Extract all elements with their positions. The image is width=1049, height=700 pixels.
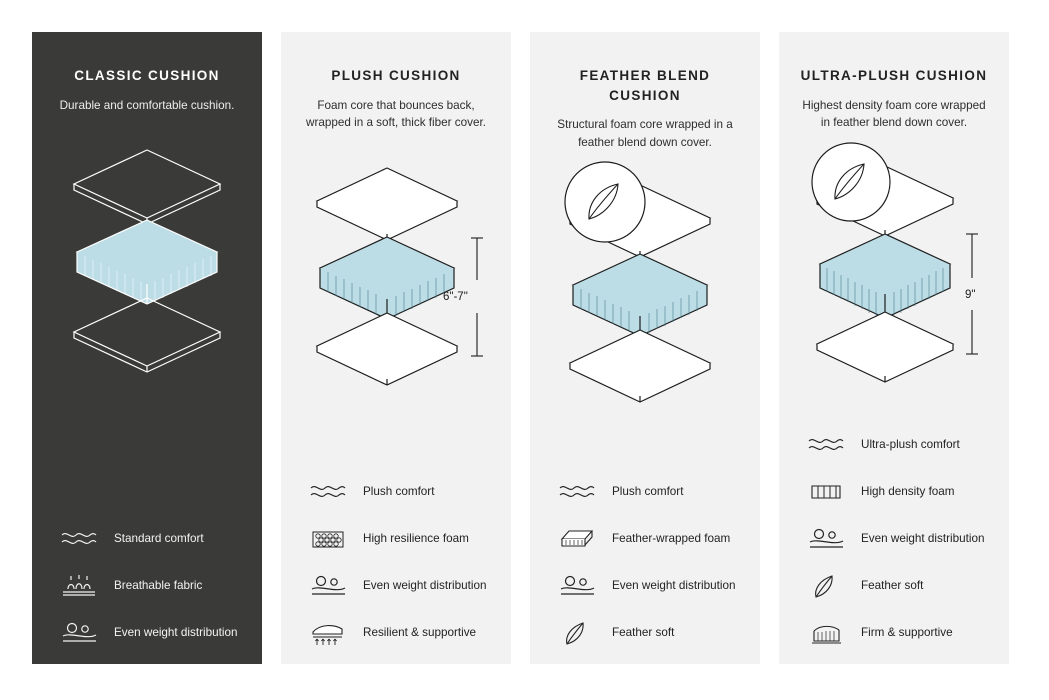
wave-comfort-icon [307, 477, 349, 507]
even-weight-distribution-icon [58, 618, 100, 648]
feature-item [307, 618, 489, 648]
height-label: 6"-7" [443, 290, 468, 303]
feature-item [805, 430, 987, 460]
card-description: Structural foam core wrapped in a feather blend down cover. [557, 118, 733, 149]
leaf-icon [556, 618, 598, 648]
high-density-foam-icon [805, 477, 847, 507]
foam-core-layer [820, 234, 950, 318]
feature-label: Ultra-plush comfort [861, 437, 960, 451]
feature-label: High resilience foam [363, 531, 469, 545]
feature-label: Resilient & supportive [363, 625, 477, 639]
even-weight-distribution-icon [805, 524, 847, 554]
feature-item [307, 571, 489, 601]
firm-supportive-icon [805, 618, 847, 648]
feature-label: Plush comfort [612, 484, 684, 498]
cushion-exploded-diagram [540, 157, 750, 415]
feather-wrapped-foam-icon [556, 524, 598, 554]
even-weight-distribution-icon [307, 571, 349, 601]
feature-item [805, 524, 987, 554]
height-label-wrap [965, 284, 1005, 304]
foam-core-layer [77, 220, 217, 304]
wave-comfort-icon [556, 477, 598, 507]
feature-item [805, 618, 987, 648]
height-label: 9" [965, 288, 976, 301]
feature-item [307, 477, 489, 507]
feature-item [556, 477, 738, 507]
feature-list [548, 477, 742, 648]
foam-core-layer [320, 237, 454, 319]
feature-label: Feather soft [861, 578, 924, 592]
feature-item [556, 524, 738, 554]
feature-label: Breathable fabric [114, 578, 203, 592]
feature-label: Standard comfort [114, 531, 204, 545]
breathable-fabric-icon [58, 571, 100, 601]
feature-label: Even weight distribution [363, 578, 487, 592]
top-cover-layer [74, 150, 220, 224]
feature-item [805, 477, 987, 507]
feature-label: Firm & supportive [861, 625, 953, 639]
cushion-exploded-diagram [291, 138, 501, 396]
resilient-supportive-icon [307, 618, 349, 648]
height-label-wrap [443, 286, 503, 306]
feature-label: Even weight distribution [612, 578, 736, 592]
top-cover-layer [317, 168, 457, 240]
feature-label: Plush comfort [363, 484, 435, 498]
base-layer [817, 312, 953, 382]
leaf-badge [565, 162, 645, 242]
card-title: FEATHER BLEND CUSHION [579, 68, 711, 103]
feature-item [307, 524, 489, 554]
wave-comfort-icon [58, 524, 100, 554]
base-layer [570, 330, 710, 402]
foam-core-layer [573, 254, 707, 336]
base-layer [74, 298, 220, 372]
feature-item [58, 618, 240, 648]
feature-item [58, 571, 240, 601]
cushion-exploded-diagram [789, 138, 999, 396]
card-title: CLASSIC CUSHION [74, 68, 220, 83]
feature-label: Feather soft [612, 625, 675, 639]
card-title: ULTRA-PLUSH CUSHION [800, 68, 988, 83]
card-classic-cushion[interactable] [32, 32, 262, 664]
feature-list [299, 477, 493, 648]
feature-label: High density foam [861, 484, 955, 498]
card-description: Highest density foam core wrapped in feather blend down cover. [802, 98, 986, 130]
even-weight-distribution-icon [556, 571, 598, 601]
feature-label: Even weight distribution [861, 531, 985, 545]
leaf-badge [812, 143, 890, 221]
card-ultra-plush-cushion[interactable] [779, 32, 1009, 664]
feature-item [805, 571, 987, 601]
card-description: Foam core that bounces back, wrapped in a soft, thick fiber cover. [306, 98, 486, 130]
card-plush-cushion[interactable] [281, 32, 511, 664]
card-description: Durable and comfortable cushion. [59, 98, 235, 112]
cushion-exploded-diagram [42, 120, 252, 378]
card-feather-blend-cushion[interactable] [530, 32, 760, 664]
leaf-icon [805, 571, 847, 601]
feature-list [50, 524, 244, 648]
feature-item [556, 618, 738, 648]
base-layer [317, 313, 457, 385]
feature-item [556, 571, 738, 601]
feature-list [797, 430, 991, 648]
feature-label: Even weight distribution [114, 625, 238, 639]
card-title: PLUSH CUSHION [331, 68, 461, 83]
high-resilience-foam-icon [307, 524, 349, 554]
wave-comfort-icon [805, 430, 847, 460]
feature-label: Feather-wrapped foam [612, 531, 731, 545]
feature-item [58, 524, 240, 554]
